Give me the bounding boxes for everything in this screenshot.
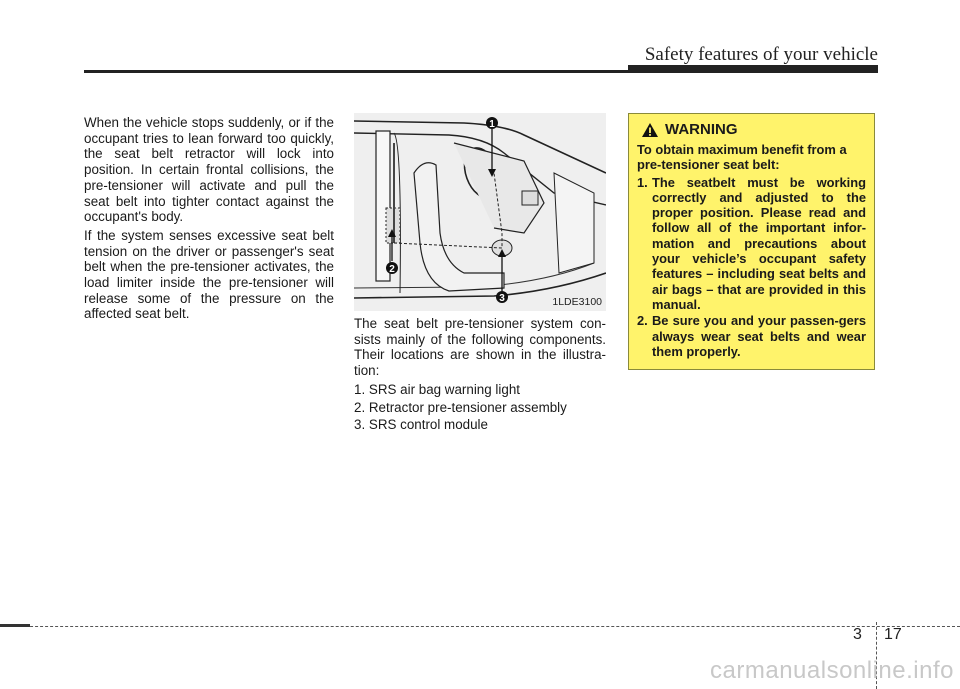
warning-item-text: Be sure you and your passen-gers always wear seat belts and wear them properly. xyxy=(652,313,866,359)
svg-text:3: 3 xyxy=(499,293,505,304)
footer-rule-accent xyxy=(0,624,30,627)
column-left xyxy=(84,115,334,325)
warning-intro: To obtain maximum benefit from a pre-tensioner seat belt: xyxy=(637,142,847,173)
illustration xyxy=(354,113,606,311)
intro-paragraph: The seat belt pre-tensioner system con-sists mainly of the following components. Their locations are shown in the illustra-tion: xyxy=(354,316,606,379)
svg-text:1: 1 xyxy=(489,119,495,130)
list-item: 1. SRS air bag warning light xyxy=(354,381,520,397)
header-title: Safety features of your vehicle xyxy=(644,44,878,65)
paragraph: If the system senses excessive seat belt tension on the driver or passenger's seat belt when the pre-tensioner activates, the load limiter inside the pre-tensioner will release some of the pressure on the affected seat belt. xyxy=(84,227,334,322)
warning-title: WARNING xyxy=(665,121,738,139)
list-item: 2. Retractor pre-tensioner assembly xyxy=(354,399,567,415)
warning-item-text: The seatbelt must be working correctly and adjusted to the proper position. Please read and follow all of the important infor-mation and precautions about your vehicle’s occupant safety features – including seat belts and air bags – that are provided in this manual. xyxy=(652,174,866,312)
header-rule-accent xyxy=(628,65,878,71)
column-middle xyxy=(354,316,606,435)
watermark: carmanualsonline.info xyxy=(710,657,954,684)
paragraph: When the vehicle stops suddenly, or if the occupant tries to lean forward too quickly, the seat belt retractor will lock into position. In certain frontal collisions, the pre-tensioner will activate and pull the seat belt into tighter contact against the occupant's body. xyxy=(84,115,334,225)
page-number: 17 xyxy=(884,626,902,643)
car-interior-illustration xyxy=(354,113,606,311)
warning-item-number: 2. xyxy=(637,313,648,329)
warning-box xyxy=(628,113,875,370)
warning-item xyxy=(637,175,866,313)
warning-item xyxy=(637,313,866,359)
list-item: 3. SRS control module xyxy=(354,417,488,433)
callout-1 xyxy=(486,117,498,130)
footer-rule xyxy=(0,626,960,627)
warning-item-number: 1. xyxy=(637,174,648,190)
callout-3 xyxy=(496,291,508,304)
warning-triangle-icon xyxy=(641,122,659,138)
svg-text:2: 2 xyxy=(389,264,395,275)
warning-header xyxy=(641,122,866,138)
chapter-number: 3 xyxy=(853,626,862,643)
figure-code: 1LDE3100 xyxy=(552,296,602,308)
